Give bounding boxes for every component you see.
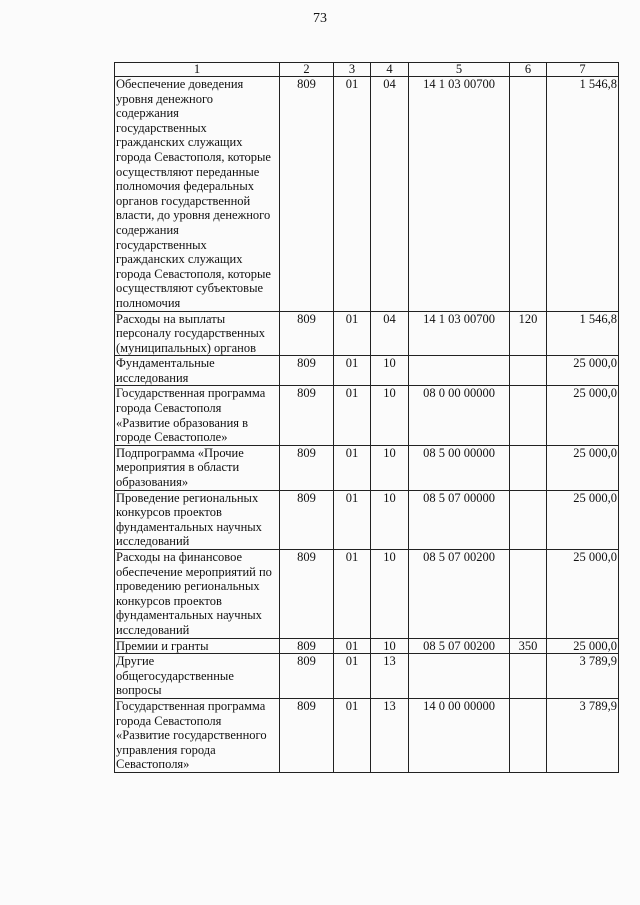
amount-cell: 3 789,9 [547,698,619,772]
ministry-cell: 809 [280,356,334,386]
subsection-cell: 10 [371,356,409,386]
item-name-line: конкурсов проектов [116,593,222,608]
table-row [115,654,619,699]
ministry-cell: 809 [280,638,334,654]
column-header-target: 5 [409,63,510,77]
amount-cell: 25 000,0 [547,445,619,490]
target-article-cell [409,356,510,386]
item-name-line: мероприятия в области [116,460,240,475]
item-name-line: фундаментальных научных [116,519,262,534]
expense-type-cell: 120 [510,311,547,356]
expense-type-cell [510,356,547,386]
table-row [115,445,619,490]
item-name-cell [115,77,280,312]
subsection-cell: 13 [371,654,409,699]
amount-cell: 1 546,8 [547,311,619,356]
expense-type-cell [510,490,547,549]
item-name-line: Подпрограмма «Прочие [116,445,244,460]
item-name-line: города Севастополя, которые [116,149,271,164]
table-row [115,490,619,549]
target-article-cell: 08 5 07 00000 [409,490,510,549]
table-row [115,638,619,654]
column-header-ministry: 2 [280,63,334,77]
section-cell: 01 [334,311,371,356]
table-row [115,311,619,356]
section-cell: 01 [334,698,371,772]
table-row [115,550,619,639]
item-name-line: осуществляют субъектовые [116,281,264,296]
item-name-line: гражданских служащих [116,252,243,267]
subsection-cell: 10 [371,386,409,445]
expense-type-cell [510,386,547,445]
subsection-cell: 10 [371,490,409,549]
ministry-cell: 809 [280,77,334,312]
item-name-line: содержания [116,222,179,237]
item-name-line: Другие [116,654,155,669]
item-name-line: вопросы [116,683,162,698]
table-row [115,356,619,386]
table-body [115,77,619,773]
target-article-cell: 14 1 03 00700 [409,77,510,312]
item-name-line: образования» [116,475,189,490]
item-name-cell [115,698,280,772]
item-name-line: проведению региональных [116,579,260,594]
section-cell: 01 [334,490,371,549]
item-name-cell [115,550,280,639]
ministry-cell: 809 [280,654,334,699]
ministry-cell: 809 [280,698,334,772]
section-cell: 01 [334,386,371,445]
expense-type-cell [510,550,547,639]
table-row [115,698,619,772]
item-name-line: уровня денежного [116,91,214,106]
item-name-cell [115,445,280,490]
page-number: 73 [313,11,327,26]
expense-type-cell: 350 [510,638,547,654]
item-name-line: Севастополя» [116,757,190,772]
ministry-cell: 809 [280,386,334,445]
item-name-cell [115,311,280,356]
item-name-line: города Севастополя [116,713,222,728]
item-name-cell [115,490,280,549]
target-article-cell [409,654,510,699]
item-name-line: исследования [116,370,189,385]
target-article-cell: 08 0 00 00000 [409,386,510,445]
column-header-section: 3 [334,63,371,77]
item-name-line: Государственная программа [116,386,266,401]
ministry-cell: 809 [280,550,334,639]
section-cell: 01 [334,77,371,312]
subsection-cell: 04 [371,311,409,356]
item-name-line: (муниципальных) органов [116,340,257,355]
item-name-cell [115,386,280,445]
subsection-cell: 04 [371,77,409,312]
amount-cell: 25 000,0 [547,550,619,639]
expense-type-cell [510,654,547,699]
item-name-line: власти, до уровня денежного [116,208,271,223]
item-name-line: Расходы на выплаты [116,311,226,326]
ministry-cell: 809 [280,445,334,490]
expense-type-cell [510,77,547,312]
table-row [115,386,619,445]
table-header-row [115,63,619,77]
section-cell: 01 [334,356,371,386]
item-name-line: гражданских служащих [116,135,243,150]
target-article-cell: 14 0 00 00000 [409,698,510,772]
item-name-line: фундаментальных научных [116,608,262,623]
section-cell: 01 [334,550,371,639]
item-name-line: исследований [116,534,190,549]
subsection-cell: 10 [371,550,409,639]
section-cell: 01 [334,445,371,490]
item-name-line: Расходы на финансовое [116,550,243,564]
table-row [115,77,619,312]
section-cell: 01 [334,654,371,699]
item-name-line: полномочия [116,295,181,310]
expense-type-cell [510,698,547,772]
item-name-cell [115,654,280,699]
item-name-line: «Развитие образования в [116,415,249,430]
amount-cell: 25 000,0 [547,356,619,386]
item-name-line: управления города [116,742,216,757]
item-name-line: государственных [116,120,207,135]
subsection-cell: 13 [371,698,409,772]
amount-cell: 25 000,0 [547,490,619,549]
ministry-cell: 809 [280,490,334,549]
item-name-line: обеспечение мероприятий по [116,564,272,579]
column-header-expense-type: 6 [510,63,547,77]
item-name-line: конкурсов проектов [116,505,222,520]
target-article-cell: 14 1 03 00700 [409,311,510,356]
item-name-line: «Развитие государственного [116,728,267,743]
item-name-line: органов государственной [116,193,251,208]
target-article-cell: 08 5 07 00200 [409,550,510,639]
subsection-cell: 10 [371,638,409,654]
expense-type-cell [510,445,547,490]
item-name-cell [115,638,280,654]
item-name-line: полномочия федеральных [116,179,254,194]
item-name-line: города Севастополя [116,401,222,416]
target-article-cell: 08 5 07 00200 [409,638,510,654]
item-name-cell [115,356,280,386]
item-name-line: исследований [116,622,190,637]
amount-cell: 25 000,0 [547,386,619,445]
column-header-amount: 7 [547,63,619,77]
subsection-cell: 10 [371,445,409,490]
section-cell: 01 [334,638,371,654]
item-name-line: общегосударственные [116,668,234,683]
item-name-line: государственных [116,237,207,252]
column-header-name: 1 [115,63,280,77]
amount-cell: 1 546,8 [547,77,619,312]
item-name-line: Государственная программа [116,698,266,713]
amount-cell: 25 000,0 [547,638,619,654]
target-article-cell: 08 5 00 00000 [409,445,510,490]
item-name-line: осуществляют переданные [116,164,260,179]
item-name-line: содержания [116,106,179,121]
item-name-line: персоналу государственных [116,326,266,341]
item-name-line: Проведение региональных [116,490,259,505]
budget-table [114,62,619,773]
item-name-line: Премии и гранты [116,638,209,653]
amount-cell: 3 789,9 [547,654,619,699]
ministry-cell: 809 [280,311,334,356]
column-header-subsection: 4 [371,63,409,77]
item-name-line: города Севастополя, которые [116,266,271,281]
item-name-line: Обеспечение доведения [116,77,244,91]
item-name-line: городе Севастополе» [116,430,228,445]
item-name-line: Фундаментальные [116,356,215,371]
